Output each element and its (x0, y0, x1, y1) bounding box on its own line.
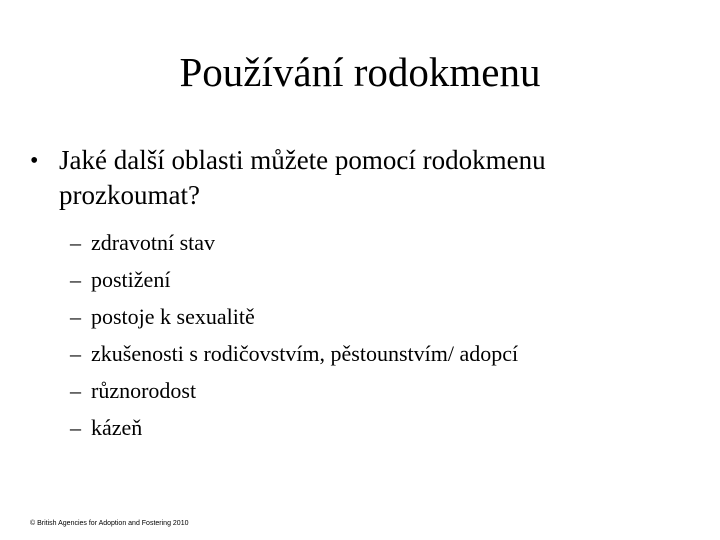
dash-marker: – (70, 304, 81, 329)
sub-bullet-item (70, 224, 670, 261)
sub-bullet-item (70, 372, 670, 409)
sub-bullet-item (70, 298, 670, 335)
copyright-footer: © British Agencies for Adoption and Fostering 2010 (30, 520, 189, 527)
main-bullet-text: Jaké další oblasti můžete pomocí rodokmenu prozkoumat? (59, 145, 546, 210)
sub-bullet-text: různorodost (91, 378, 197, 403)
sub-bullet-text: kázeň (91, 415, 143, 440)
sub-bullet-list (70, 224, 670, 446)
dash-marker: – (70, 341, 81, 366)
sub-bullet-text: postižení (91, 267, 171, 292)
dash-marker: – (70, 378, 81, 403)
sub-bullet-text: postoje k sexualitě (91, 304, 255, 329)
dash-marker: – (70, 415, 81, 440)
sub-bullet-text: zkušenosti s rodičovstvím, pěstounstvím/ adopcí (91, 341, 519, 366)
sub-bullet-item (70, 409, 670, 446)
dash-marker: – (70, 230, 81, 255)
dash-marker: – (70, 267, 81, 292)
sub-bullet-item (70, 261, 670, 298)
bullet-marker: • (30, 148, 39, 174)
slide-title: Používání rodokmenu (179, 49, 541, 95)
sub-bullet-item (70, 335, 670, 372)
sub-bullet-text: zdravotní stav (91, 230, 216, 255)
